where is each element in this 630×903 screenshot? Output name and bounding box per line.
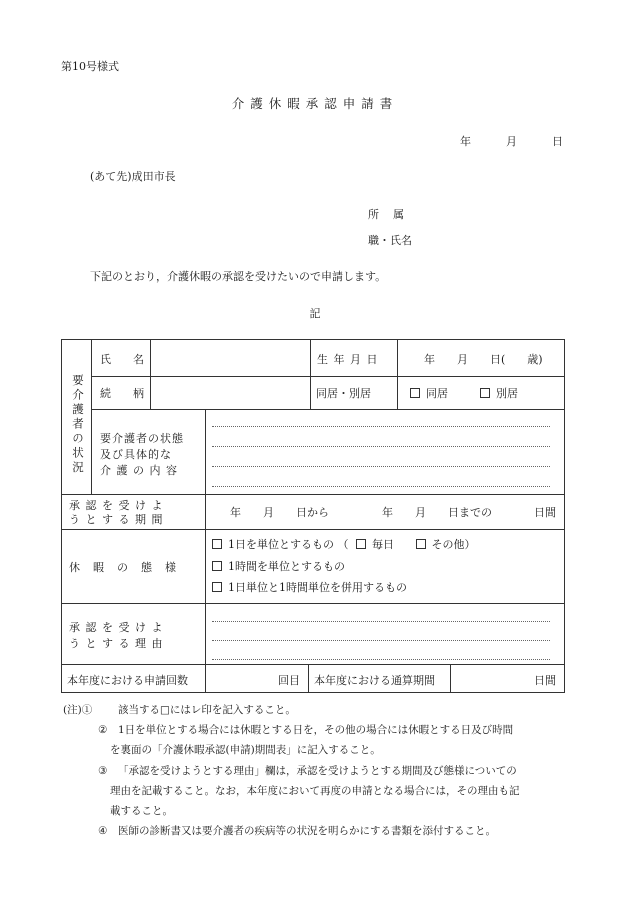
mode-option-hourly[interactable] xyxy=(212,558,345,574)
relation-field-input[interactable] xyxy=(152,378,308,408)
birthdate-label: 生 年 月 日 xyxy=(317,353,379,366)
total-period-label: 本年度における通算期間 xyxy=(314,674,435,687)
mode-sub-other: その他） xyxy=(431,538,476,551)
count-unit[interactable]: 回目 xyxy=(278,674,300,687)
addressee: (あて先)成田市長 xyxy=(90,170,176,183)
cohabit-option-separate[interactable] xyxy=(480,385,518,401)
checkbox-icon[interactable] xyxy=(410,388,420,398)
mode-option-hourly-label: 1時間を単位とするもの xyxy=(228,560,345,573)
checkbox-icon[interactable] xyxy=(212,582,222,592)
period-to[interactable]: 年 月 日までの xyxy=(382,506,492,519)
form-number: 第10号様式 xyxy=(61,60,119,73)
section-label: 要介護者の状況 xyxy=(71,374,85,476)
date-day-label: 日 xyxy=(552,135,563,148)
period-label-line1: 承 認 を 受 け よ xyxy=(69,499,164,512)
cohabit-option-separate-label: 別居 xyxy=(496,387,518,400)
application-table xyxy=(61,339,565,693)
period-from[interactable]: 年 月 日から xyxy=(230,506,329,519)
condition-label-line1: 要介護者の状態 xyxy=(100,432,184,445)
date-month-label: 月 xyxy=(506,135,517,148)
checkbox-icon[interactable] xyxy=(212,539,222,549)
intro-text: 下記のとおり，介護休暇の承認を受けたいので申請します。 xyxy=(90,270,387,283)
reason-writing-line[interactable] xyxy=(212,659,550,660)
mode-option-combined-label: 1日単位と1時間単位を併用するもの xyxy=(228,581,407,594)
count-label: 本年度における申請回数 xyxy=(67,674,188,687)
condition-writing-line[interactable] xyxy=(212,446,550,447)
cohabit-option-together-label: 同居 xyxy=(426,387,448,400)
affiliation-label: 所属 xyxy=(368,208,418,221)
mode-label: 休 暇 の 態 様 xyxy=(69,561,177,574)
checkbox-icon[interactable] xyxy=(416,539,426,549)
reason-label-line1: 承 認 を 受 け よ xyxy=(69,621,164,634)
condition-label-line3: 介 護 の 内 容 xyxy=(100,464,178,477)
note-3-mark: ③ xyxy=(98,765,108,777)
birthdate-value[interactable]: 年 月 日( 歳) xyxy=(424,353,543,366)
cohabit-label: 同居・別居 xyxy=(316,387,371,400)
note-prefix: (注)① xyxy=(63,704,93,716)
note-2-line2: を裏面の「介護休暇承認(申請)期間表」に記入すること。 xyxy=(110,744,381,756)
checkbox-icon[interactable] xyxy=(480,388,490,398)
note-2-line1: 1日を単位とする場合には休暇とする日を，その他の場合には休暇とする日及び時間 xyxy=(118,724,514,736)
condition-writing-line[interactable] xyxy=(212,486,550,487)
note-4-line1: 医師の診断書又は要介護者の疾病等の状況を明らかにする書類を添付すること。 xyxy=(118,825,496,837)
note-1: 該当する□にはレ印を記入すること。 xyxy=(118,704,296,716)
name-field-input[interactable] xyxy=(152,342,308,374)
name-field-label: 氏 名 xyxy=(100,353,144,366)
position-name-label: 職・氏名 xyxy=(368,234,412,247)
period-label-line2: う と す る 期 間 xyxy=(69,513,164,526)
document-title: 介護休暇承認申請書 xyxy=(231,96,399,111)
period-days-unit: 日間 xyxy=(534,506,556,519)
total-period-unit[interactable]: 日間 xyxy=(534,674,556,687)
ki-marker: 記 xyxy=(309,307,321,320)
reason-label-line2: う と す る 理 由 xyxy=(69,637,164,650)
condition-writing-line[interactable] xyxy=(212,466,550,467)
note-4-mark: ④ xyxy=(98,825,108,837)
mode-option-combined[interactable] xyxy=(212,579,407,595)
relation-field-label: 続 柄 xyxy=(100,387,144,400)
checkbox-icon[interactable] xyxy=(212,561,222,571)
mode-option-daily[interactable] xyxy=(212,536,476,552)
reason-writing-line[interactable] xyxy=(212,621,550,622)
mode-option-daily-label: 1日を単位とするもの （ xyxy=(228,538,349,551)
note-3-line3: 載すること。 xyxy=(110,805,173,817)
note-2-mark: ② xyxy=(98,724,108,736)
note-3-line2: 理由を記載すること。なお，本年度において再度の申請となる場合には，その理由も記 xyxy=(110,785,520,797)
reason-writing-line[interactable] xyxy=(212,640,550,641)
date-line xyxy=(460,133,563,149)
condition-label-line2: 及び具体的な xyxy=(100,448,172,461)
note-3-line1: 「承認を受けようとする理由」欄は，承認を受けようとする期間及び態様についての xyxy=(118,765,517,777)
mode-sub-everyday: 毎日 xyxy=(372,538,394,551)
cohabit-option-together[interactable] xyxy=(410,385,448,401)
checkbox-icon[interactable] xyxy=(356,539,366,549)
date-year-label: 年 xyxy=(460,135,471,148)
condition-writing-line[interactable] xyxy=(212,426,550,427)
